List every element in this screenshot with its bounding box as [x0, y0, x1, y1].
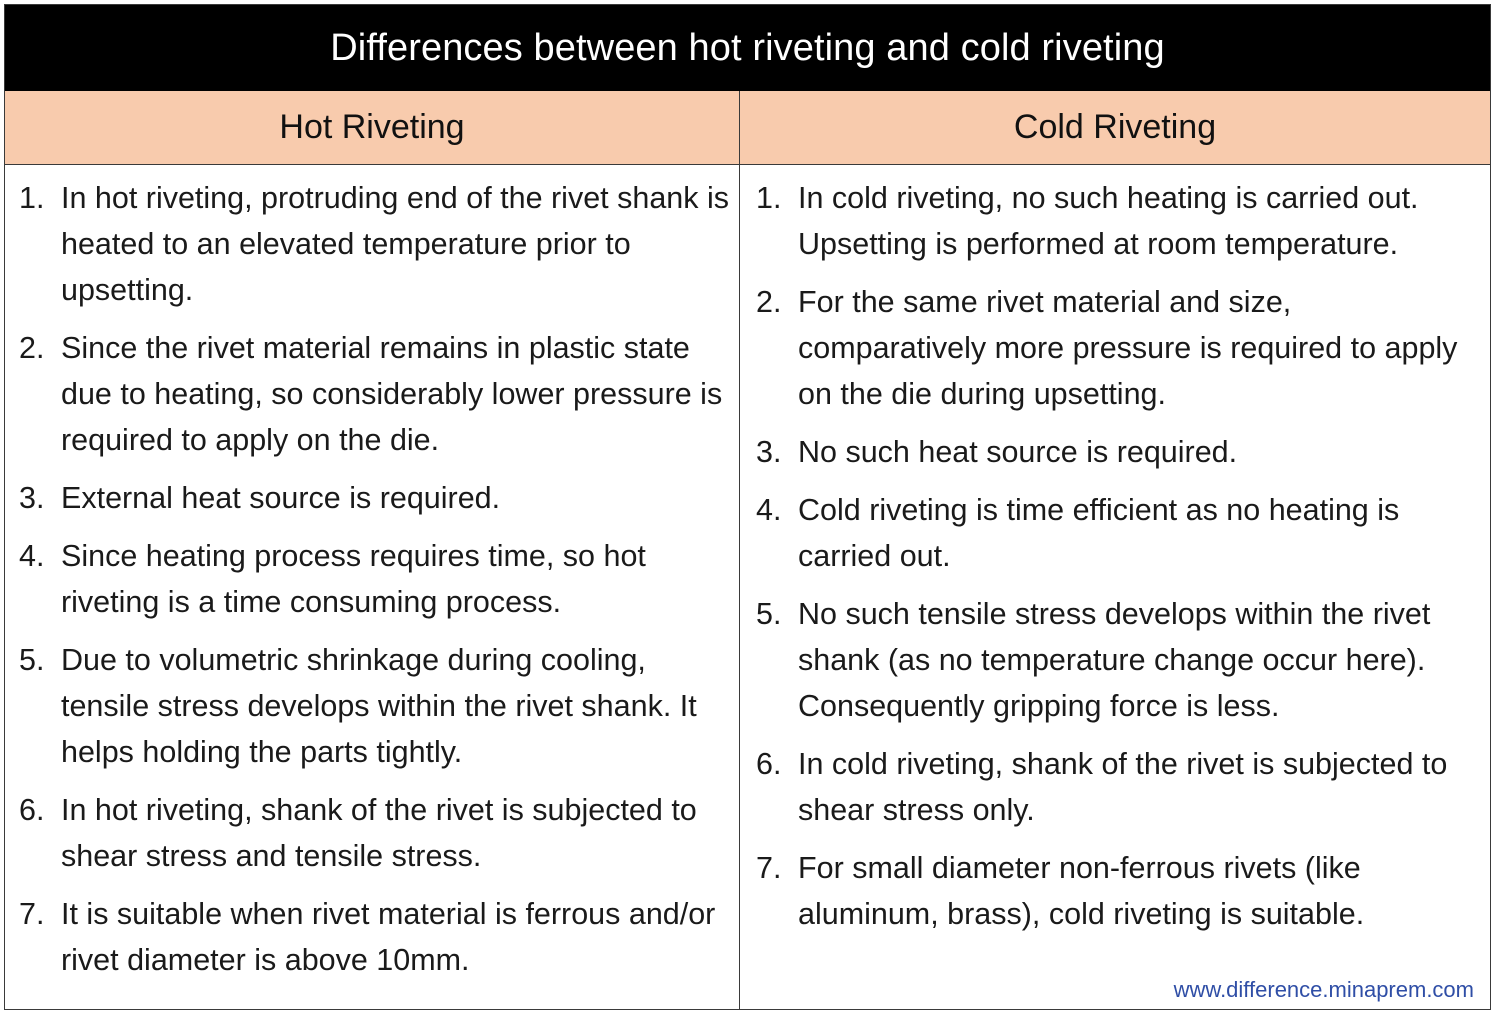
item-number: 6.	[756, 747, 782, 781]
item-number: 7.	[756, 851, 782, 885]
item-text: Cold riveting is time efficient as no heating is carried out.	[798, 493, 1400, 573]
list-item	[19, 891, 729, 983]
table-body	[5, 165, 1490, 1009]
item-number: 4.	[19, 539, 45, 573]
item-text: For the same rivet material and size, comparatively more pressure is required to apply on the die during upsetting.	[798, 285, 1458, 411]
item-number: 2.	[19, 331, 45, 365]
item-text: External heat source is required.	[61, 481, 501, 515]
list-item	[756, 279, 1480, 417]
list-item	[756, 429, 1480, 475]
item-number: 1.	[19, 181, 45, 215]
list-item	[756, 591, 1480, 729]
item-text: For small diameter non-ferrous rivets (like aluminum, brass), cold riveting is suitable.	[798, 851, 1365, 931]
list-item	[19, 475, 729, 521]
cold-riveting-list	[756, 175, 1480, 937]
list-item	[19, 787, 729, 879]
list-item	[756, 741, 1480, 833]
column-header-row	[5, 91, 1490, 165]
item-text: Since the rivet material remains in plastic state due to heating, so considerably lower pressure is required to apply on the die.	[61, 331, 723, 457]
item-number: 1.	[756, 181, 782, 215]
hot-riveting-column	[5, 165, 740, 1009]
item-number: 3.	[19, 481, 45, 515]
comparison-table	[4, 4, 1491, 1010]
website-link[interactable]: www.difference.minaprem.com	[1173, 977, 1474, 1002]
item-text: In hot riveting, protruding end of the rivet shank is heated to an elevated temperature prior to upsetting.	[61, 181, 729, 307]
item-text: No such tensile stress develops within the rivet shank (as no temperature change occur here). Consequently gripping force is less.	[798, 597, 1431, 723]
list-item	[756, 487, 1480, 579]
hot-riveting-list	[19, 175, 729, 983]
item-text: In hot riveting, shank of the rivet is subjected to shear stress and tensile stress.	[61, 793, 697, 873]
cold-riveting-header: Cold Riveting	[740, 91, 1490, 164]
item-number: 7.	[19, 897, 45, 931]
list-item	[19, 325, 729, 463]
item-text: In cold riveting, no such heating is carried out. Upsetting is performed at room temperature.	[798, 181, 1419, 261]
cold-riveting-column	[740, 165, 1490, 1009]
list-item	[19, 637, 729, 775]
item-number: 6.	[19, 793, 45, 827]
item-text: Due to volumetric shrinkage during cooling, tensile stress develops within the rivet shank. It helps holding the parts tightly.	[61, 643, 697, 769]
list-item	[19, 175, 729, 313]
item-number: 2.	[756, 285, 782, 319]
item-text: It is suitable when rivet material is ferrous and/or rivet diameter is above 10mm.	[61, 897, 716, 977]
hot-riveting-header: Hot Riveting	[5, 91, 740, 164]
item-number: 3.	[756, 435, 782, 469]
item-text: Since heating process requires time, so hot riveting is a time consuming process.	[61, 539, 646, 619]
item-number: 5.	[19, 643, 45, 677]
list-item	[19, 533, 729, 625]
list-item	[756, 845, 1480, 937]
item-number: 5.	[756, 597, 782, 631]
item-number: 4.	[756, 493, 782, 527]
table-title: Differences between hot riveting and cold riveting	[5, 5, 1490, 91]
item-text: In cold riveting, shank of the rivet is subjected to shear stress only.	[798, 747, 1448, 827]
item-text: No such heat source is required.	[798, 435, 1238, 469]
list-item	[756, 175, 1480, 267]
